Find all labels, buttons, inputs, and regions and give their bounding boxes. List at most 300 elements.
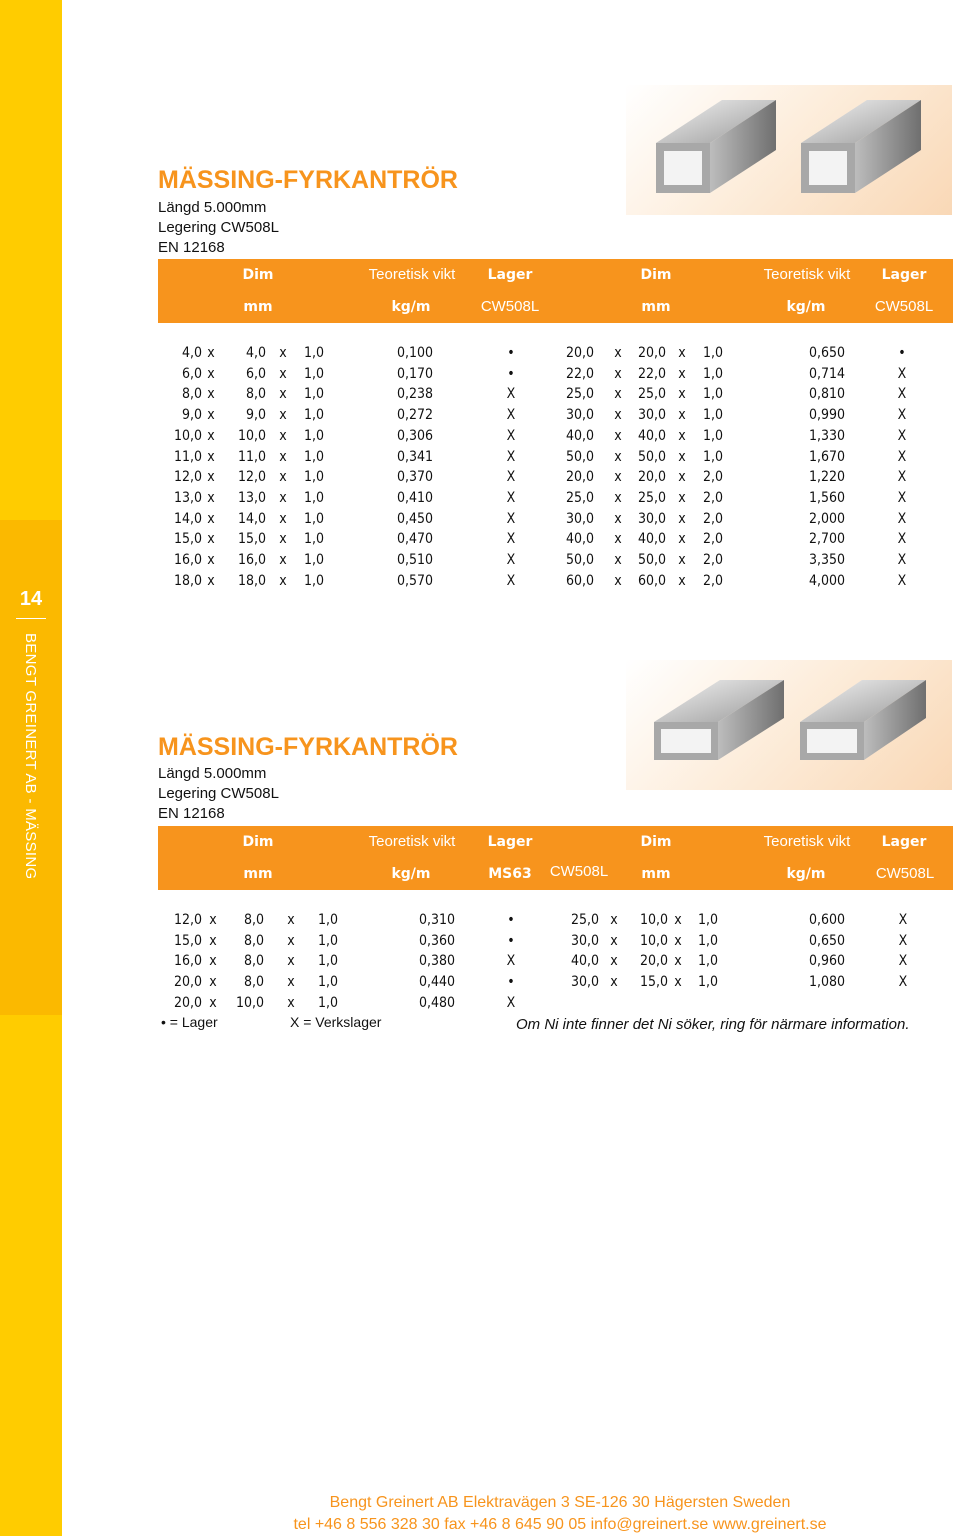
times-sign: x xyxy=(279,407,287,424)
dim-wall: 1,0 xyxy=(697,953,718,970)
footer-contact: tel +46 8 556 328 30 fax +46 8 645 90 05 info@greinert.se www.greinert.se xyxy=(293,1516,827,1533)
times-sign: x xyxy=(610,974,618,991)
header-lager: Lager xyxy=(487,267,533,283)
table-row xyxy=(158,467,558,487)
table-row xyxy=(550,384,950,404)
times-sign: x xyxy=(207,469,215,486)
weight-value: 0,370 xyxy=(396,469,433,486)
stock-status: • xyxy=(507,912,515,928)
table-row xyxy=(550,931,950,951)
times-sign: x xyxy=(678,427,686,444)
times-sign: x xyxy=(209,974,217,991)
dim-width: 30,0 xyxy=(570,932,599,949)
page-number-divider xyxy=(16,618,46,619)
dim-width: 20,0 xyxy=(173,994,202,1011)
dim-width: 9,0 xyxy=(181,407,202,424)
dim-width: 40,0 xyxy=(565,531,594,548)
times-sign: x xyxy=(279,386,287,403)
dim-width: 30,0 xyxy=(570,974,599,991)
table-row xyxy=(158,447,558,467)
header-unit-mm: mm xyxy=(243,299,273,315)
dim-wall: 1,0 xyxy=(303,572,324,589)
stock-status: • xyxy=(507,365,515,382)
table-row xyxy=(158,931,558,951)
times-sign: x xyxy=(678,572,686,589)
header-unit-mm: mm xyxy=(243,866,273,882)
dim-wall: 2,0 xyxy=(702,531,723,548)
times-sign: x xyxy=(678,510,686,527)
weight-value: 0,810 xyxy=(808,386,845,403)
times-sign: x xyxy=(287,994,295,1011)
dim-height: 60,0 xyxy=(637,572,666,589)
dim-height: 10,0 xyxy=(235,994,264,1011)
times-sign: x xyxy=(207,427,215,444)
weight-value: 1,220 xyxy=(808,469,845,486)
weight-value: 0,650 xyxy=(808,345,845,361)
header-lager: Lager xyxy=(881,267,927,283)
table-left xyxy=(158,343,558,593)
weight-value: 1,330 xyxy=(808,427,845,444)
times-sign: x xyxy=(678,365,686,382)
table-row xyxy=(158,550,558,570)
dim-width: 40,0 xyxy=(570,953,599,970)
footer-address: Bengt Greinert AB Elektravägen 3 SE-126 30 Hägersten Sweden xyxy=(329,1494,791,1511)
weight-value: 0,510 xyxy=(396,552,433,568)
weight-value: 0,650 xyxy=(808,932,845,949)
times-sign: x xyxy=(678,386,686,403)
dim-width: 6,0 xyxy=(181,365,202,382)
table-row xyxy=(158,972,558,992)
times-sign: x xyxy=(279,427,287,444)
times-sign: x xyxy=(610,932,618,949)
table-row xyxy=(158,405,558,425)
table-row xyxy=(550,550,950,570)
dim-height: 8,0 xyxy=(243,912,264,928)
table-row xyxy=(158,343,558,363)
table-row xyxy=(158,910,558,930)
standard-spec: EN 12168 xyxy=(158,239,225,256)
dim-height: 12,0 xyxy=(237,469,266,486)
dim-width: 16,0 xyxy=(173,953,202,970)
times-sign: x xyxy=(674,912,682,928)
dim-wall: 2,0 xyxy=(702,489,723,506)
table-right xyxy=(550,343,950,593)
times-sign: x xyxy=(678,489,686,506)
dim-height: 16,0 xyxy=(237,552,266,568)
section-title: MÄSSING-FYRKANTRÖR xyxy=(158,733,458,761)
stock-status: X xyxy=(897,448,907,465)
dim-width: 4,0 xyxy=(181,345,202,361)
header-alloy-ms63: MS63 xyxy=(488,866,532,882)
table-row xyxy=(550,488,950,508)
dim-width: 60,0 xyxy=(565,572,594,589)
weight-value: 0,480 xyxy=(418,994,455,1011)
times-sign: x xyxy=(614,572,622,589)
section-specs xyxy=(158,764,279,824)
stock-status: • xyxy=(507,345,515,361)
weight-value: 0,960 xyxy=(808,953,845,970)
dim-width: 13,0 xyxy=(173,489,202,506)
dim-width: 15,0 xyxy=(173,531,202,548)
times-sign: x xyxy=(207,386,215,403)
weight-value: 0,170 xyxy=(396,365,433,382)
header-teoretisk-vikt: Teoretisk vikt xyxy=(368,266,456,283)
stock-status: X xyxy=(506,994,516,1011)
dim-wall: 1,0 xyxy=(317,994,338,1011)
times-sign: x xyxy=(279,531,287,548)
table-left xyxy=(158,910,558,1020)
dim-height: 50,0 xyxy=(637,552,666,568)
dim-wall: 1,0 xyxy=(303,510,324,527)
dim-wall: 1,0 xyxy=(303,448,324,465)
dim-wall: 1,0 xyxy=(303,489,324,506)
times-sign: x xyxy=(209,932,217,949)
dim-height: 20,0 xyxy=(639,953,668,970)
table-row xyxy=(158,488,558,508)
times-sign: x xyxy=(279,510,287,527)
dim-width: 15,0 xyxy=(173,932,202,949)
dim-width: 8,0 xyxy=(181,386,202,403)
times-sign: x xyxy=(209,994,217,1011)
table-row xyxy=(158,951,558,971)
table-right xyxy=(550,910,950,1020)
tube-right xyxy=(801,100,921,193)
dim-width: 25,0 xyxy=(565,489,594,506)
dim-height: 25,0 xyxy=(637,489,666,506)
times-sign: x xyxy=(614,407,622,424)
dim-wall: 1,0 xyxy=(303,345,324,361)
times-sign: x xyxy=(674,932,682,949)
header-unit-mm: mm xyxy=(641,866,671,882)
header-unit-kgm: kg/m xyxy=(786,866,826,882)
times-sign: x xyxy=(279,469,287,486)
stock-status: X xyxy=(897,489,907,506)
dim-wall: 2,0 xyxy=(702,572,723,589)
dim-width: 22,0 xyxy=(565,365,594,382)
section-specs xyxy=(158,198,279,258)
dim-wall: 1,0 xyxy=(303,427,324,444)
weight-value: 1,560 xyxy=(808,489,845,506)
stock-status: X xyxy=(897,572,907,589)
dim-wall: 1,0 xyxy=(303,552,324,568)
weight-value: 0,440 xyxy=(418,974,455,991)
dim-height: 13,0 xyxy=(237,489,266,506)
weight-value: 0,238 xyxy=(396,386,433,403)
stock-status: X xyxy=(898,932,908,949)
header-alloy: CW508L xyxy=(480,298,540,315)
times-sign: x xyxy=(678,448,686,465)
header-lager: Lager xyxy=(881,834,927,850)
dim-width: 50,0 xyxy=(565,448,594,465)
times-sign: x xyxy=(207,552,215,568)
times-sign: x xyxy=(279,345,287,361)
times-sign: x xyxy=(614,489,622,506)
table-row xyxy=(550,447,950,467)
dim-height: 8,0 xyxy=(243,932,264,949)
header-alloy: CW508L xyxy=(549,863,609,880)
times-sign: x xyxy=(614,365,622,382)
stock-status: X xyxy=(506,448,516,465)
header-dim: Dim xyxy=(640,267,672,283)
dim-width: 12,0 xyxy=(173,912,202,928)
rectangular-tube-image xyxy=(626,660,952,790)
times-sign: x xyxy=(207,531,215,548)
dim-wall: 1,0 xyxy=(303,386,324,403)
table-row xyxy=(158,384,558,404)
dim-height: 6,0 xyxy=(245,365,266,382)
info-note: Om Ni inte finner det Ni söker, ring för närmare information. xyxy=(516,1016,910,1033)
dim-wall: 2,0 xyxy=(702,552,723,568)
times-sign: x xyxy=(209,912,217,928)
stock-status: X xyxy=(897,552,907,568)
weight-value: 0,341 xyxy=(396,448,433,465)
weight-value: 3,350 xyxy=(808,552,845,568)
header-dim: Dim xyxy=(242,267,274,283)
times-sign: x xyxy=(678,552,686,568)
header-lager: Lager xyxy=(487,834,533,850)
times-sign: x xyxy=(614,427,622,444)
stock-status: X xyxy=(897,510,907,527)
section-title: MÄSSING-FYRKANTRÖR xyxy=(158,166,458,194)
dim-wall: 2,0 xyxy=(702,469,723,486)
dim-height: 4,0 xyxy=(245,345,266,361)
dim-width: 40,0 xyxy=(565,427,594,444)
stock-status: X xyxy=(897,427,907,444)
tube-left xyxy=(656,100,776,193)
table-row xyxy=(550,467,950,487)
length-spec: Längd 5.000mm xyxy=(158,765,267,782)
alloy-spec: Legering CW508L xyxy=(158,785,279,802)
times-sign: x xyxy=(610,912,618,928)
table-row xyxy=(158,426,558,446)
stock-status: • xyxy=(507,932,515,949)
dim-wall: 1,0 xyxy=(697,974,718,991)
dim-height: 15,0 xyxy=(237,531,266,548)
weight-value: 0,600 xyxy=(808,912,845,928)
times-sign: x xyxy=(674,953,682,970)
times-sign: x xyxy=(614,469,622,486)
header-unit-kgm: kg/m xyxy=(391,299,431,315)
dim-height: 40,0 xyxy=(637,531,666,548)
times-sign: x xyxy=(614,386,622,403)
dim-width: 18,0 xyxy=(173,572,202,589)
times-sign: x xyxy=(209,953,217,970)
table-row xyxy=(550,571,950,591)
times-sign: x xyxy=(279,365,287,382)
dim-height: 10,0 xyxy=(639,932,668,949)
stock-status: X xyxy=(506,953,516,970)
dim-height: 10,0 xyxy=(237,427,266,444)
weight-value: 1,080 xyxy=(808,974,845,991)
header-unit-kgm: kg/m xyxy=(391,866,431,882)
dim-width: 20,0 xyxy=(173,974,202,991)
header-alloy: CW508L xyxy=(874,298,934,315)
stock-status: X xyxy=(506,510,516,527)
stock-status: X xyxy=(897,365,907,382)
times-sign: x xyxy=(678,531,686,548)
dim-height: 15,0 xyxy=(639,974,668,991)
weight-value: 0,360 xyxy=(418,932,455,949)
dim-width: 14,0 xyxy=(173,510,202,527)
dim-height: 22,0 xyxy=(637,365,666,382)
times-sign: x xyxy=(614,531,622,548)
stock-status: X xyxy=(897,407,907,424)
stock-status: X xyxy=(506,531,516,548)
dim-wall: 1,0 xyxy=(317,953,338,970)
dim-height: 25,0 xyxy=(637,386,666,403)
table-row xyxy=(550,529,950,549)
times-sign: x xyxy=(287,974,295,991)
stock-status: X xyxy=(897,531,907,548)
tube-left xyxy=(654,680,784,760)
dim-width: 50,0 xyxy=(565,552,594,568)
table-header xyxy=(158,826,953,890)
times-sign: x xyxy=(279,489,287,506)
weight-value: 2,000 xyxy=(808,510,845,527)
dim-height: 10,0 xyxy=(639,912,668,928)
table-row xyxy=(550,343,950,363)
dim-height: 20,0 xyxy=(637,469,666,486)
dim-wall: 1,0 xyxy=(702,386,723,403)
header-teoretisk-vikt: Teoretisk vikt xyxy=(763,266,851,283)
header-unit-mm: mm xyxy=(641,299,671,315)
table-row xyxy=(550,910,950,930)
header-teoretisk-vikt: Teoretisk vikt xyxy=(368,833,456,850)
stock-status: X xyxy=(506,386,516,403)
stock-status: X xyxy=(897,386,907,403)
dim-width: 10,0 xyxy=(173,427,202,444)
times-sign: x xyxy=(207,448,215,465)
sidebar-company-text: BENGT GREINERT AB - MÄSSING xyxy=(22,633,39,880)
times-sign: x xyxy=(610,953,618,970)
weight-value: 4,000 xyxy=(808,572,845,589)
dim-wall: 2,0 xyxy=(702,510,723,527)
weight-value: 0,990 xyxy=(808,407,845,424)
dim-height: 30,0 xyxy=(637,407,666,424)
table-row xyxy=(158,993,558,1013)
dim-height: 8,0 xyxy=(243,953,264,970)
times-sign: x xyxy=(678,469,686,486)
weight-value: 0,272 xyxy=(396,407,433,424)
weight-value: 0,410 xyxy=(396,489,433,506)
dim-wall: 1,0 xyxy=(702,407,723,424)
times-sign: x xyxy=(287,912,295,928)
dim-width: 12,0 xyxy=(173,469,202,486)
table-row xyxy=(550,426,950,446)
times-sign: x xyxy=(287,953,295,970)
dim-height: 50,0 xyxy=(637,448,666,465)
page-number: 14 xyxy=(19,588,43,610)
times-sign: x xyxy=(674,974,682,991)
dim-wall: 1,0 xyxy=(702,448,723,465)
table-row xyxy=(158,364,558,384)
times-sign: x xyxy=(678,407,686,424)
weight-value: 0,100 xyxy=(396,345,433,361)
table-row xyxy=(158,509,558,529)
dim-wall: 1,0 xyxy=(697,912,718,928)
square-tube-image xyxy=(626,85,952,215)
dim-wall: 1,0 xyxy=(702,427,723,444)
times-sign: x xyxy=(207,345,215,361)
stock-status: X xyxy=(898,974,908,991)
stock-status: • xyxy=(507,974,515,991)
times-sign: x xyxy=(678,345,686,361)
dim-wall: 1,0 xyxy=(317,974,338,991)
table-row xyxy=(158,529,558,549)
dim-width: 11,0 xyxy=(173,448,202,465)
dim-height: 20,0 xyxy=(637,345,666,361)
times-sign: x xyxy=(614,345,622,361)
weight-value: 0,570 xyxy=(396,572,433,589)
dim-height: 30,0 xyxy=(637,510,666,527)
standard-spec: EN 12168 xyxy=(158,805,225,822)
header-unit-kgm: kg/m xyxy=(786,299,826,315)
dim-wall: 1,0 xyxy=(702,365,723,382)
stock-status: X xyxy=(506,489,516,506)
tube-right xyxy=(800,680,926,760)
dim-width: 30,0 xyxy=(565,510,594,527)
times-sign: x xyxy=(207,365,215,382)
stock-status: X xyxy=(506,469,516,486)
times-sign: x xyxy=(207,407,215,424)
table-row xyxy=(550,364,950,384)
stock-status: X xyxy=(898,912,908,928)
dim-wall: 1,0 xyxy=(317,912,338,928)
stock-status: X xyxy=(898,953,908,970)
dim-wall: 1,0 xyxy=(303,531,324,548)
dim-width: 16,0 xyxy=(173,552,202,568)
table-header xyxy=(158,259,953,323)
stock-status: X xyxy=(506,552,516,568)
weight-value: 0,714 xyxy=(808,365,845,382)
times-sign: x xyxy=(614,510,622,527)
product-photo-2 xyxy=(626,660,952,790)
dim-wall: 1,0 xyxy=(303,407,324,424)
times-sign: x xyxy=(614,552,622,568)
dim-height: 8,0 xyxy=(245,386,266,403)
times-sign: x xyxy=(279,552,287,568)
stock-status: X xyxy=(506,407,516,424)
length-spec: Längd 5.000mm xyxy=(158,199,267,216)
header-dim: Dim xyxy=(640,834,672,850)
legend-verkslager: X = Verkslager xyxy=(290,1014,382,1030)
dim-height: 11,0 xyxy=(237,448,266,465)
stock-status: X xyxy=(506,427,516,444)
dim-width: 25,0 xyxy=(570,912,599,928)
dim-width: 20,0 xyxy=(565,345,594,361)
dim-wall: 1,0 xyxy=(303,365,324,382)
dim-wall: 1,0 xyxy=(303,469,324,486)
dim-width: 25,0 xyxy=(565,386,594,403)
times-sign: x xyxy=(614,448,622,465)
dim-height: 9,0 xyxy=(245,407,266,424)
weight-value: 0,470 xyxy=(396,531,433,548)
weight-value: 0,306 xyxy=(396,427,433,444)
times-sign: x xyxy=(207,572,215,589)
product-photo-1 xyxy=(626,85,952,215)
times-sign: x xyxy=(279,448,287,465)
dim-wall: 1,0 xyxy=(697,932,718,949)
dim-wall: 1,0 xyxy=(317,932,338,949)
table-row xyxy=(550,405,950,425)
header-teoretisk-vikt: Teoretisk vikt xyxy=(763,833,851,850)
table-row xyxy=(550,509,950,529)
dim-height: 8,0 xyxy=(243,974,264,991)
weight-value: 0,450 xyxy=(396,510,433,527)
header-dim: Dim xyxy=(242,834,274,850)
stock-status: • xyxy=(898,345,906,361)
dim-width: 30,0 xyxy=(565,407,594,424)
